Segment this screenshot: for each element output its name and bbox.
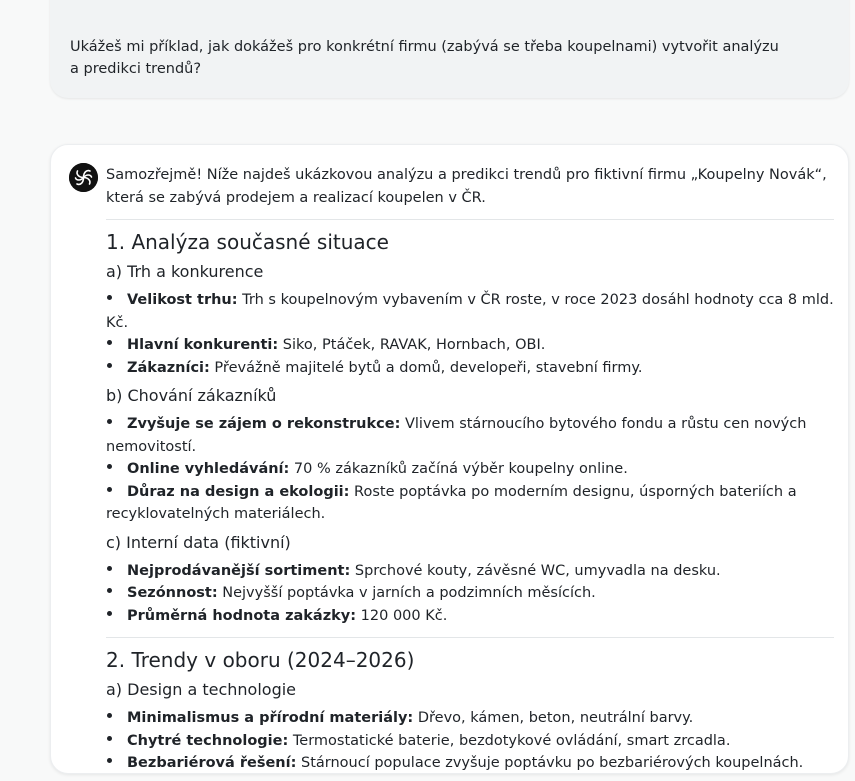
assistant-intro: Samozřejmě! Níže najdeš ukázkovou analýzu a predikci trendů pro fiktivní firmu „Koupelny Novák“, která se zabývá prodejem a realizací koupelen v ČR. bbox=[106, 167, 827, 206]
section-1-heading: 1. Analýza současné situace bbox=[106, 230, 389, 254]
list-item: Velikost trhu: Trh s koupelnovým vybavením v ČR roste, v roce 2023 dosáhl hodnoty cca 8 mld. Kč. bbox=[106, 292, 834, 331]
list-item: Sezónnost: Nejvyšší poptávka v jarních a podzimních měsících. bbox=[127, 585, 596, 601]
user-message-bubble bbox=[50, 0, 849, 98]
section-1b-heading: b) Chování zákazníků bbox=[106, 386, 277, 405]
section-1a-list bbox=[106, 289, 834, 379]
section-1c-heading: c) Interní data (fiktivní) bbox=[106, 532, 291, 552]
list-item: Minimalismus a přírodní materiály: Dřevo, kámen, beton, neutrální barvy. bbox=[127, 710, 694, 726]
list-item: Průměrná hodnota zakázky: 120 000 Kč. bbox=[127, 607, 448, 624]
list-item: Hlavní konkurenti: Siko, Ptáček, RAVAK, Hornbach, OBI. bbox=[127, 337, 546, 353]
list-item: Zvyšuje se zájem o rekonstrukce: Vlivem stárnoucího bytového fondu a růstu cen nových nemovitostí. bbox=[106, 416, 807, 455]
section-1a-heading: a) Trh a konkurence bbox=[106, 262, 264, 281]
section-1c-list bbox=[106, 560, 834, 628]
list-item: Bezbariérová řešení: Stárnoucí populace zvyšuje poptávku po bezbariérových koupelnách. bbox=[127, 755, 804, 771]
list-item: Nejprodávanější sortiment: Sprchové kouty, závěsné WC, umyvadla na desku. bbox=[127, 562, 721, 579]
user-message-text: Ukážeš mi příklad, jak dokážeš pro konkrétní firmu (zabývá se třeba koupelnami) vytvořit analýzu a predikci trendů? bbox=[70, 39, 779, 77]
section-1b-list bbox=[106, 413, 834, 526]
section-2-heading: 2. Trendy v oboru (2024–2026) bbox=[106, 648, 415, 672]
list-item: Chytré technologie: Termostatické baterie, bezdotykové ovládání, smart zrcadla. bbox=[127, 732, 731, 749]
divider bbox=[106, 637, 834, 638]
list-item: Zákazníci: Převážně majitelé bytů a domů, developeři, stavební firmy. bbox=[127, 359, 643, 376]
assistant-message-content bbox=[106, 164, 834, 781]
divider bbox=[106, 219, 834, 220]
section-2a-list bbox=[106, 707, 834, 775]
assistant-avatar-icon bbox=[69, 163, 98, 192]
list-item: Online vyhledávání: 70 % zákazníků začíná výběr koupelny online. bbox=[127, 461, 628, 477]
section-2a-heading: a) Design a technologie bbox=[106, 680, 297, 699]
list-item: Důraz na design a ekologii: Roste poptávka po moderním designu, úsporných bateriích a recyklovatelných materiálech. bbox=[106, 483, 797, 522]
